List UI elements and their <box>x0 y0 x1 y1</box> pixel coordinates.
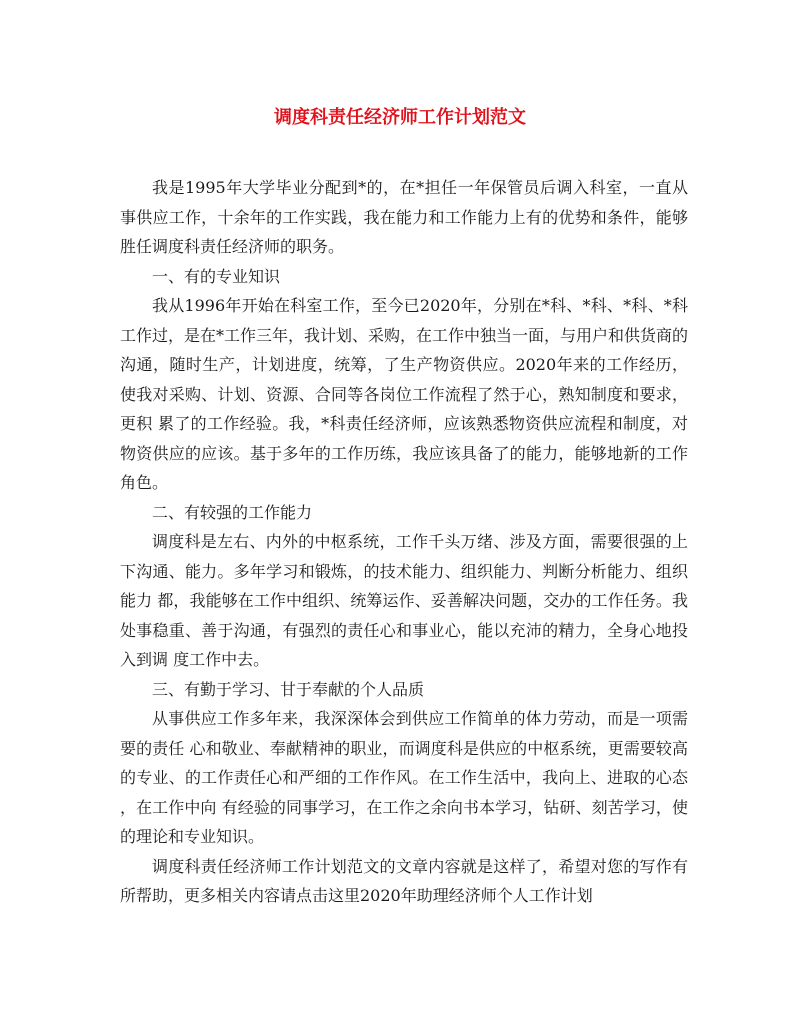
closing-paragraph: 调度科责任经济师工作计划范文的文章内容就是这样了，希望对您的写作有所帮助，更多相关内容请点击这里2020年助理经济师个人工作计划 <box>120 856 688 905</box>
document-title: 调度科责任经济师工作计划范文 <box>274 107 526 128</box>
section-1-paragraph: 我从1996年开始在科室工作，至今已2020年，分别在*科、*科、*科、*科工作过，是在*工作三年，我计划、采购，在工作中独当一面，与用户和供货商的沟通，随时生产，计划进度，统筹，了生产物资供应。2020年来的工作经历，使我对采购、计划、资源、合同等各岗位工作流程了然于心，熟知制度和要求，更积 累了的工作经验。我，*科责任经济师，应该熟悉物资供应流程和制度，对物资供应的应该。基于多年的工作历练，我应该具备了的能力，能够地新的工作角色。 <box>120 296 689 492</box>
document-body <box>120 173 688 911</box>
section-2-paragraph: 调度科是左右、内外的中枢系统，工作千头万绪、涉及方面，需要很强的上下沟通、能力。多年学习和锻炼，的技术能力、组织能力、判断分析能力、组织能力 都，我能够在工作中组织、统筹运作、妥善解决问题，交办的工作任务。我处事稳重、善于沟通，有强烈的责任心和事业心，能以充沛的精力，全身心地投入到调 度工作中去。 <box>120 532 688 669</box>
section-3-paragraph: 从事供应工作多年来，我深深体会到供应工作简单的体力劳动，而是一项需要的责任 心和敬业、奉献精神的职业，而调度科是供应的中枢系统，更需要较高的专业、的工作责任心和严细的工作作风。在工作生活中，我向上、进取的心态 ，在工作中向 有经验的同事学习，在工作之余向书本学习，钻研、刻苦学习，使的理论和专业知识。 <box>120 709 688 846</box>
section-heading-2: 二、有较强的工作能力 <box>152 502 313 522</box>
section-heading-1: 一、有的专业知识 <box>152 266 281 286</box>
section-heading-3: 三、有勤于学习、甘于奉献的个人品质 <box>152 679 425 699</box>
intro-paragraph: 我是1995年大学毕业分配到*的，在*担任一年保管员后调入科室，一直从事供应工作，十余年的工作实践，我在能力和工作能力上有的优势和条件，能够胜任调度科责任经济师的职务。 <box>120 178 688 256</box>
